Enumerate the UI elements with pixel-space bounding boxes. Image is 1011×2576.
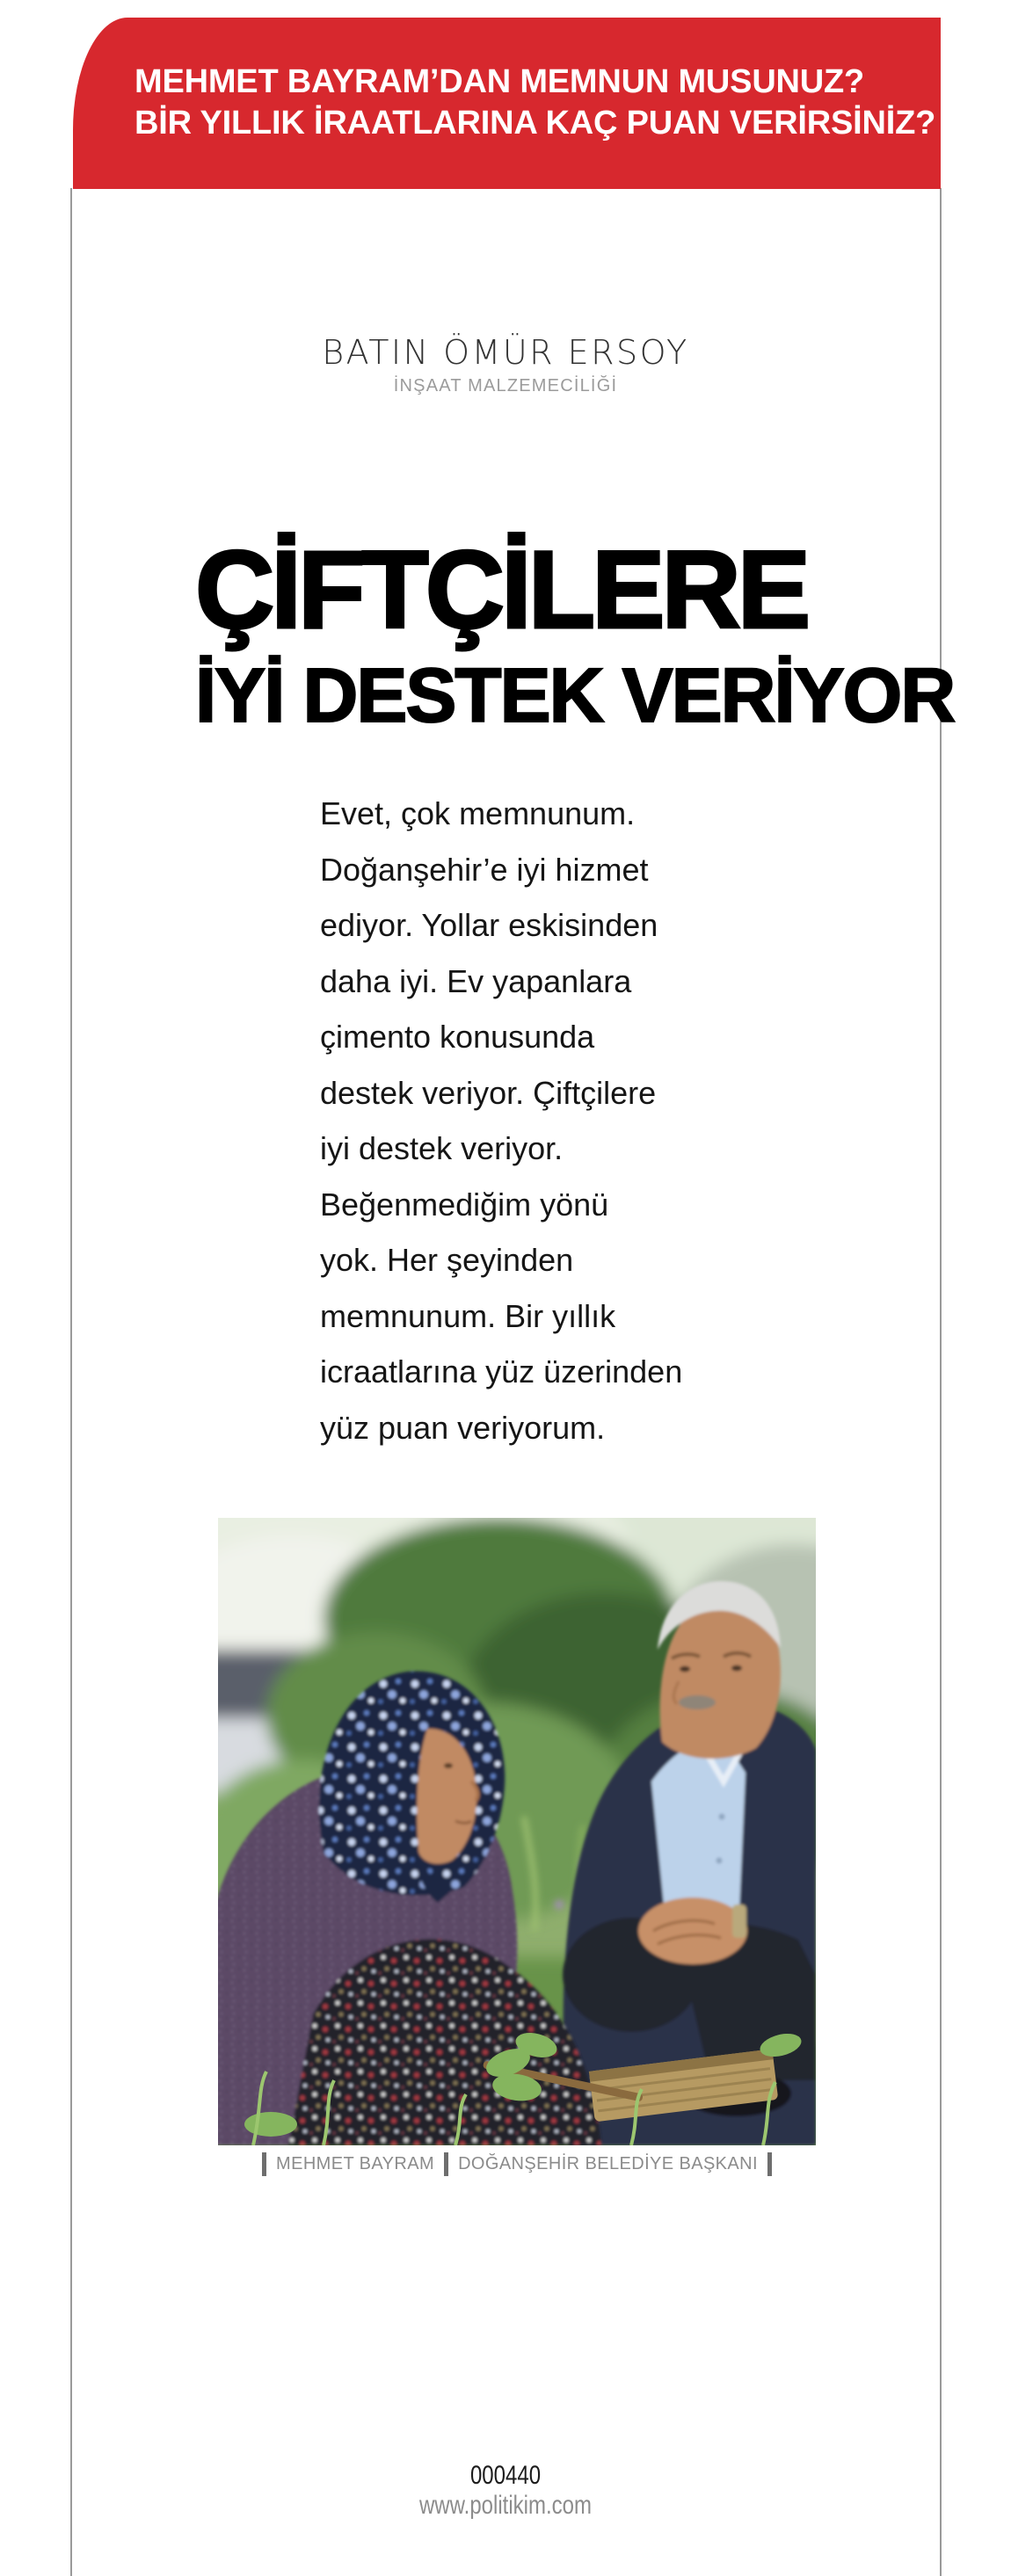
quote-line: Beğenmediğim yönü bbox=[320, 1186, 609, 1223]
caption-separator bbox=[262, 2152, 266, 2176]
respondent-name: BATIN ÖMÜR ERSOY bbox=[322, 333, 689, 372]
footer-code: 000440 bbox=[469, 2461, 542, 2490]
question-line-2: BİR YILLIK İRAATLARINA KAÇ PUAN VERİRSİNİZ? bbox=[135, 105, 936, 141]
photo-caption bbox=[218, 2152, 816, 2176]
question-line-1: MEHMET BAYRAM’DAN MEMNUN MUSUNUZ? bbox=[135, 63, 865, 100]
caption-separator bbox=[767, 2152, 772, 2176]
card-border-left bbox=[70, 188, 72, 2576]
quote-paragraph bbox=[320, 786, 682, 1455]
respondent-occupation: İNŞAAT MALZEMECİLİĞİ bbox=[393, 376, 618, 395]
footer-website: www.politikim.com bbox=[418, 2491, 593, 2520]
interview-photo bbox=[218, 1518, 816, 2145]
question-banner bbox=[73, 18, 941, 189]
caption-subject-name: MEHMET BAYRAM bbox=[276, 2153, 435, 2173]
quote-line: çimento konusunda bbox=[320, 1019, 595, 1055]
quote-line: yok. Her şeyinden bbox=[320, 1242, 574, 1278]
quote-line: icraatlarına yüz üzerinden bbox=[320, 1353, 683, 1390]
quote-line: memnunum. Bir yıllık bbox=[320, 1297, 616, 1334]
caption-subject-title: DOĞANŞEHİR BELEDİYE BAŞKANI bbox=[458, 2153, 758, 2173]
headline-line-2: İYİ DESTEK VERİYOR bbox=[195, 653, 955, 738]
quote-line: yüz puan veriyorum. bbox=[320, 1409, 606, 1446]
headline-line-1: ÇİFTÇİLERE bbox=[195, 529, 808, 651]
quote-line: Evet, çok memnunum. bbox=[320, 795, 636, 831]
caption-separator bbox=[444, 2152, 448, 2176]
quote-line: destek veriyor. Çiftçilere bbox=[320, 1074, 657, 1111]
quote-line: daha iyi. Ev yapanlara bbox=[320, 962, 632, 999]
quote-line: Doğanşehir’e iyi hizmet bbox=[320, 851, 649, 888]
quote-line: iyi destek veriyor. bbox=[320, 1130, 564, 1166]
card-border-right bbox=[940, 188, 942, 2576]
quote-line: ediyor. Yollar eskisinden bbox=[320, 907, 658, 943]
